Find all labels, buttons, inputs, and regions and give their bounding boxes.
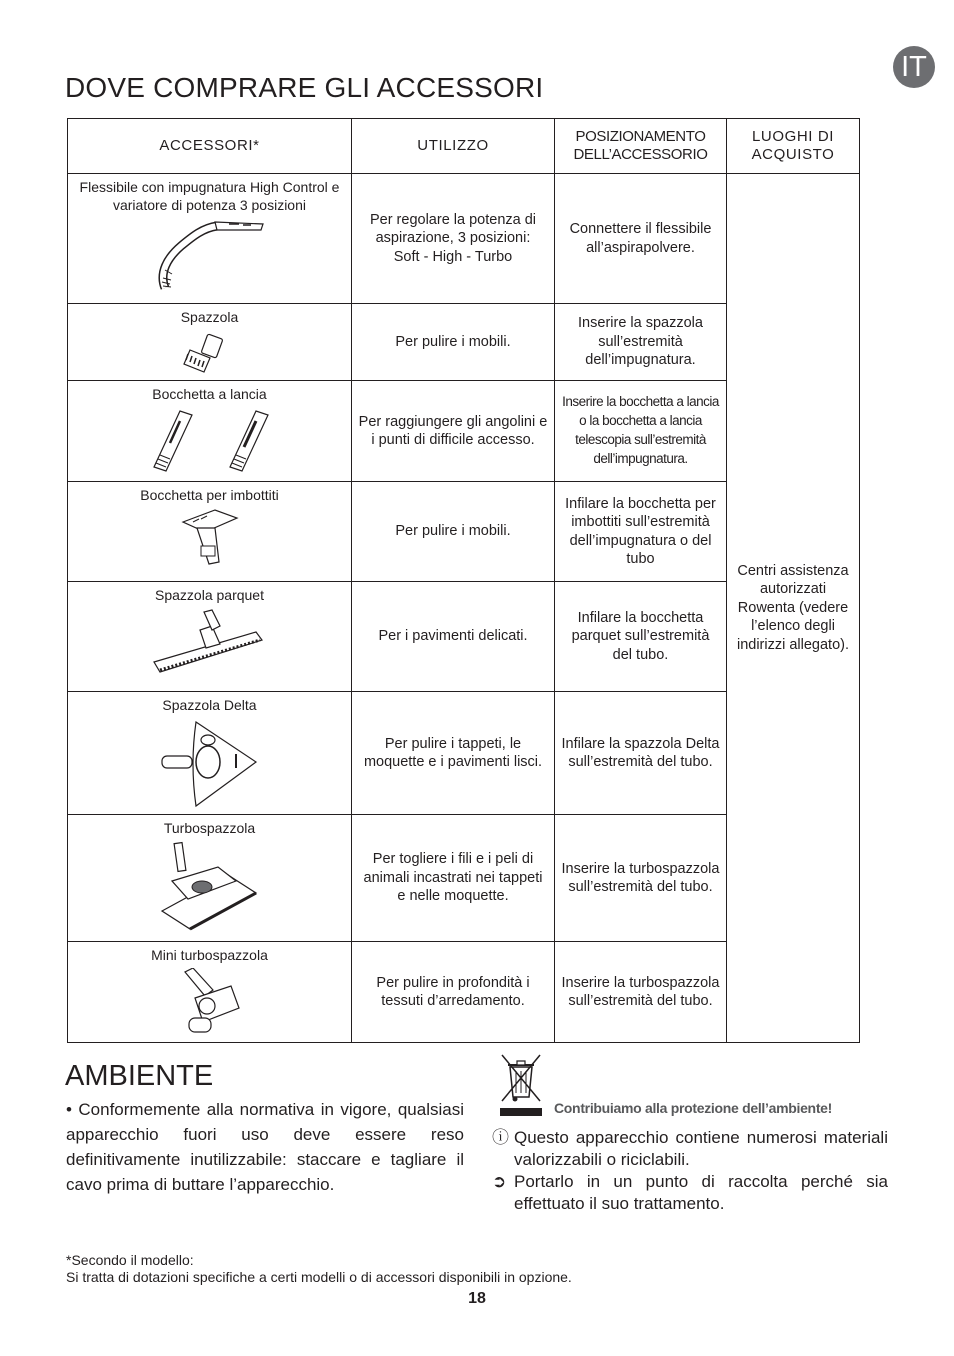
accessory-cell: [68, 174, 352, 304]
posizionamento-cell: Inserire la turbospazzola sull’estremità del tubo.: [555, 942, 727, 1043]
header-utilizzo: UTILIZZO: [352, 119, 555, 174]
utilizzo-cell: Per pulire in profondità i tessuti d’arredamento.: [352, 942, 555, 1043]
posizionamento-cell: Connettere il flessibile all’aspirapolvere.: [555, 174, 727, 304]
utilizzo-cell: Per togliere i fili e i peli di animali incastrati nei tappeti e nelle moquette.: [352, 815, 555, 942]
upholstery-nozzle-icon: [175, 508, 245, 570]
accessories-table: [67, 118, 860, 1043]
accessory-name: Spazzola parquet: [155, 587, 264, 603]
env-item-collection: [492, 1171, 888, 1215]
utilizzo-cell: Per pulire i tappeti, le moquette e i pavimenti lisci.: [352, 692, 555, 815]
ambiente-text: • Conformemente alla normativa in vigore, qualsiasi apparecchio fuori uso deve essere reso definitivamente inutilizzabile: staccare e tagliare il cavo prima di buttare l’apparecchio.: [66, 1100, 464, 1194]
accessory-cell: [68, 942, 352, 1043]
footnote: [66, 1252, 572, 1286]
hose-handle-icon: [145, 218, 275, 294]
accessory-cell: [68, 304, 352, 381]
table-row: [68, 174, 860, 304]
language-badge: IT: [893, 46, 935, 88]
utilizzo-cell: Per pulire i mobili.: [352, 304, 555, 381]
utilizzo-cell: Per regolare la potenza di aspirazione, 3 posizioni: Soft - High - Turbo: [352, 174, 555, 304]
accessory-name: Spazzola Delta: [162, 697, 257, 713]
utilizzo-cell: Per raggiungere gli angolini e i punti di difficile accesso.: [352, 381, 555, 482]
turbo-brush-icon: [158, 841, 262, 933]
page-number: 18: [468, 1290, 486, 1307]
posizionamento-cell: Inserire la turbospazzola sull’estremità del tubo.: [555, 815, 727, 942]
accessory-cell: [68, 692, 352, 815]
accessory-cell: [68, 815, 352, 942]
accessory-name: Spazzola: [180, 309, 239, 325]
accessory-name: Turbospazzola: [163, 820, 256, 836]
delta-brush-icon: [158, 718, 262, 810]
accessory-name: Bocchetta per imbottiti: [140, 487, 279, 503]
header-accessori: ACCESSORI*: [68, 119, 352, 174]
mini-turbo-brush-icon: [175, 968, 245, 1038]
page-title: DOVE COMPRARE GLI ACCESSORI: [65, 72, 544, 103]
crevice-tool-icon: [140, 407, 280, 473]
utilizzo-cell: Per pulire i mobili.: [352, 482, 555, 582]
contribution-heading: Contribuiamo alla protezione dell’ambiente!: [554, 1100, 833, 1116]
accessory-name: Mini turbospazzola: [151, 947, 268, 963]
posizionamento-cell: Infilare la spazzola Delta sull’estremità del tubo.: [555, 692, 727, 815]
accessory-cell: [68, 582, 352, 692]
footnote-line: Si tratta di dotazioni specifiche a certi modelli o di accessori disponibili in opzione.: [66, 1269, 572, 1285]
header-luoghi: LUOGHI DI ACQUISTO: [727, 119, 860, 174]
posizionamento-cell: Infilare la bocchetta parquet sull’estremità del tubo.: [555, 582, 727, 692]
accessory-cell: [68, 381, 352, 482]
info-icon: ⓘ: [492, 1128, 509, 1147]
header-posizionamento: POSIZIONAMENTO DELL’ACCESSORIO: [555, 119, 727, 174]
accessory-name: Flessibile con impugnatura High Control e variatore di potenza 3 posizioni: [79, 179, 340, 213]
env-item-recyclable: [492, 1127, 888, 1171]
ambiente-title: AMBIENTE: [65, 1060, 214, 1092]
weee-bar: [500, 1108, 542, 1116]
footnote-line: *Secondo il modello:: [66, 1252, 194, 1268]
parquet-brush-icon: [150, 608, 270, 676]
posizionamento-cell: Inserire la bocchetta a lancia o la bocchetta a lancia telescopia sull’estremità dell’impugnatura.: [555, 381, 727, 482]
accessory-cell: [68, 482, 352, 582]
posizionamento-cell: Inserire la spazzola sull’estremità dell’impugnatura.: [555, 304, 727, 381]
env-item-text: Portarlo in un punto di raccolta perché sia effettuato il suo trattamento.: [514, 1172, 888, 1213]
arrow-icon: ➲: [492, 1172, 507, 1191]
table-header-row: [68, 119, 860, 174]
luoghi-cell: Centri assistenza autorizzati Rowenta (vedere l’elenco degli indirizzi allegato).: [727, 174, 860, 1043]
dusting-brush-icon: [180, 330, 240, 374]
utilizzo-cell: Per i pavimenti delicati.: [352, 582, 555, 692]
env-item-text: Questo apparecchio contiene numerosi materiali valorizzabili o riciclabili.: [514, 1128, 888, 1169]
crossed-bin-icon: [500, 1053, 542, 1103]
accessory-name: Bocchetta a lancia: [152, 386, 267, 402]
posizionamento-cell: Infilare la bocchetta per imbottiti sull’estremità dell’impugnatura o del tubo: [555, 482, 727, 582]
